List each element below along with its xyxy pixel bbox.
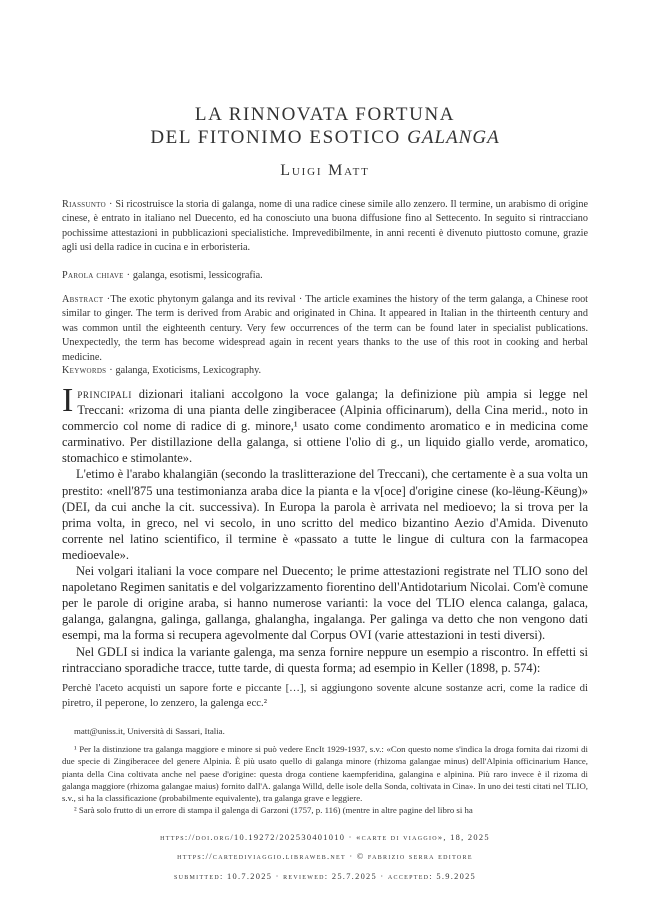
abstract-label: Abstract · bbox=[62, 294, 111, 305]
parole-chiave bbox=[62, 269, 588, 283]
doi-line: https://doi.org/10.19272/202530401010 · «carte di viaggio», 18, 2025 bbox=[160, 833, 490, 842]
riassunto bbox=[62, 198, 588, 256]
parole-chiave-text: galanga, esotismi, lessicografia. bbox=[130, 270, 263, 281]
article-body bbox=[62, 382, 588, 676]
keywords bbox=[62, 364, 588, 378]
author-address: matt@uniss.it, Università di Sassari, Italia. bbox=[74, 726, 225, 736]
paragraph-1 bbox=[62, 382, 588, 466]
paragraph-2: L'etimo è l'arabo khalangiān (secondo la traslitterazione del Treccani), che certamente è a sua volta un prestito: «nell'875 una testimonianza araba dice la pianta e la v[oce] d'origine cinese (ko-lëung-Këung)» (DEI, da cui anche la cit. successiva). In Europa la parola è arrivata nel medioevo; la si trova per la prima volta, in greco, nel vi secolo, in uno scritto del medico bizantino Aezio d'Amida. Divenuto corrente nel latino scientifico, il termine è «passato a tutte le lingue di cultura con la farmacopea medioevale». bbox=[62, 467, 588, 562]
keywords-label: Keywords · bbox=[62, 365, 113, 376]
footnote-1: ¹ Per la distinzione tra galanga maggiore e minore si può vedere EncIt 1929-1937, s.v.: «Con questo nome s'indica la droga fornita dai rizomi di due specie di Zingiberacee del genere Alpinia. È più usato quello di galanga minore (rhizoma galangae minus) dell'Alpinia officinarium Hance, pianta della Cina coltivata anche nel paese d'origine: questa droga contiene kaempferidina, galangina e alpinina. Più raro invece è il rizoma di galanga maggiore (rhizoma galangae maius) fornito dall'A. galanga Willd, delle isole della Sonda, coltivata in Cina». In uno dei testi citati nel TLIO, s.v., si ha la classificazione (probabilmente equivalente), tra galanga grave e leggiere. bbox=[62, 744, 588, 804]
opening-small-caps: principali bbox=[77, 387, 133, 401]
footnotes bbox=[62, 725, 588, 816]
submission-dates-line: submitted: 10.7.2025 · reviewed: 25.7.2025 · accepted: 5.9.2025 bbox=[173, 872, 477, 881]
author-name: Luigi Matt bbox=[280, 162, 370, 179]
publisher-url-line: https://cartediviaggio.libraweb.net · © fabrizio serra editore bbox=[177, 852, 473, 861]
title-line-2-text: DEL FITONIMO ESOTICO bbox=[150, 127, 408, 148]
riassunto-text: Si ricostruisce la storia di galanga, nome di una radice cinese simile allo zenzero. Il termine, un arabismo di origine cinese, è entrato in italiano nel Duecento, ed ha conosciuto una buona diffusione fino al Settecento. In seguito si rintracciano pochissime attestazioni in pubblicazioni specialistiche. Imprevedibilmente, in anni recenti è divenuto piuttosto comune, grazie agli usi della radice in cucina e in erboristeria. bbox=[62, 199, 588, 254]
keywords-text: galanga, Exoticisms, Lexicography. bbox=[112, 365, 262, 376]
drop-cap: I bbox=[62, 382, 74, 419]
paragraph-4: Nel GDLI si indica la variante galenga, ma senza fornire neppure un esempio a riscontro. In effetti si rintracciano sporadiche tracce, tutte tarde, di questa forma; ad esempio in Keller (1898, p. 574): bbox=[62, 644, 588, 675]
riassunto-label: Riassunto · bbox=[62, 199, 113, 210]
paragraph-3: Nei volgari italiani la voce compare nel Duecento; le prime attestazioni registrate nel TLIO sono del napoletano Regimen sanitatis e del volgarizzamento fiorentino dell'Antidotarium Nicolai. Com'è comune per le parole di origine araba, si hanno numerose varianti: la voce del TLIO elenca calanga, galaca, galanga, galangna, galinga, gallanga, ghalangha, ingalanga. Per galinga va detto che non vengono dati esempi, ma la forma si recupera agevolmente dal Corpus OVI (varie attestazioni in testi diversi). bbox=[62, 564, 588, 643]
paragraph-1-text: dizionari italiani accolgono la voce galanga; la definizione più ampia si legge nel Treccani: «rizoma di una pianta delle zingiberacee (Alpinia officinarum), della Cina merid., noto in commercio col nome di radice di g. minore,¹ usato come condimento aromatico e in medicina come carminativo. Per distillazione della galanga, si ottiene l'olio di g., un liquido giallo verde, aromatico, stomachico e stimolante». bbox=[62, 387, 588, 466]
article-title-line-2 bbox=[0, 127, 650, 149]
block-quote: Perchè l'aceto acquisti un sapore forte e piccante […], si aggiungono sovente alcune sostanze acri, come la radice di piretro, il peperone, lo zenzero, la galenga ecc.² bbox=[62, 682, 588, 709]
abstract bbox=[62, 293, 588, 365]
title-italic-term: GALANGA bbox=[407, 127, 500, 148]
abstract-text: The exotic phytonym galanga and its revival · The article examines the history of the term galanga, a Chinese root similar to ginger. The term is derived from Arabic and originated in China. It appeared in Italian in the thirteenth century and was common until the eighteenth century. Very few occurrences of the term can be found later in specialist publications. Unexpectedly, the term has become widespread again in recent years thanks to the use of this root in cooking and herbal medicine. bbox=[62, 294, 588, 363]
footnote-2: ² Sarà solo frutto di un errore di stampa il galenga di Garzoni (1757, p. 116) (mentre in altre pagine del libro si ha bbox=[74, 805, 473, 816]
article-title-line-1: LA RINNOVATA FORTUNA bbox=[194, 104, 456, 125]
parole-chiave-label: Parola chiave · bbox=[62, 270, 131, 281]
